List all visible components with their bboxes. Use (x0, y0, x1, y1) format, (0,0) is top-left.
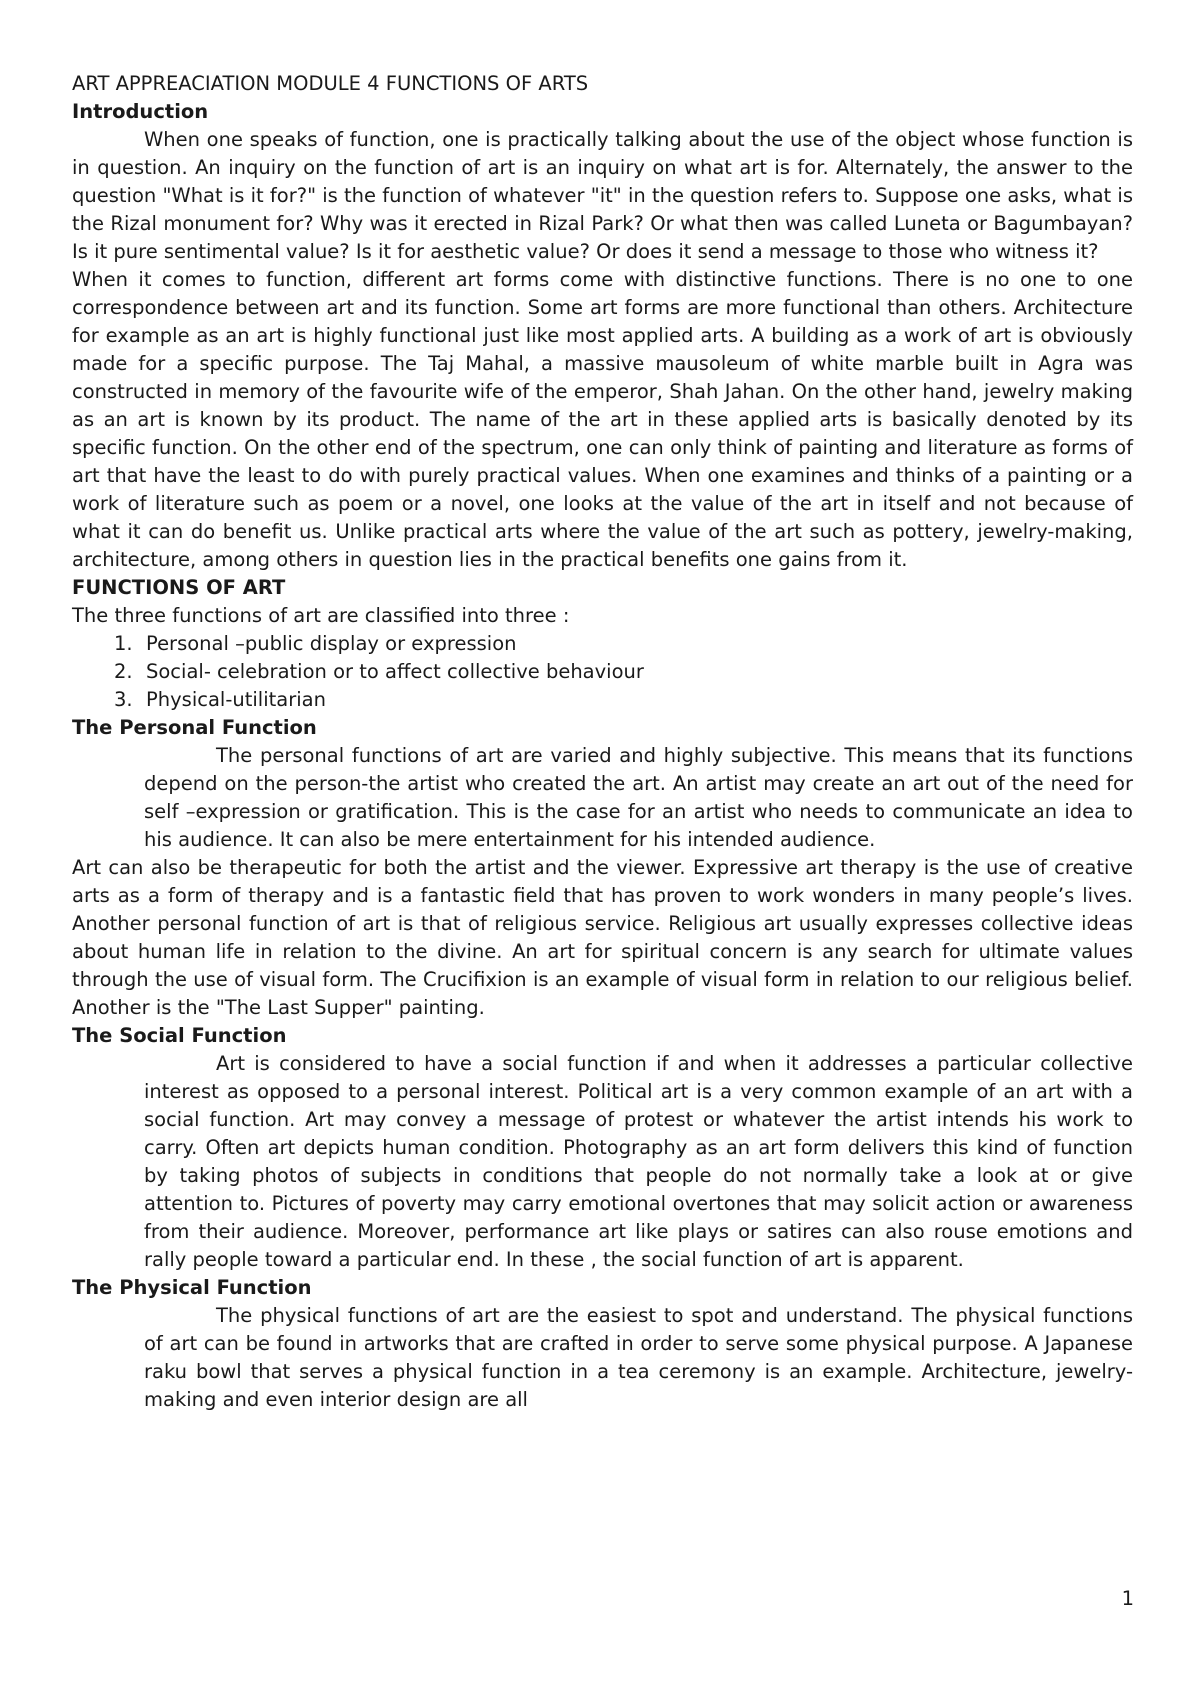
list-item (72, 658, 1133, 686)
heading-introduction: Introduction (72, 100, 209, 123)
heading-functions-of-art: FUNCTIONS OF ART (72, 576, 286, 599)
list-number: 1. (114, 632, 133, 655)
physical-paragraph-1: The physical functions of art are the easiest to spot and understand. The physical functions of art can be found in artworks that are crafted in order to serve some physical purpose. A Japanese raku bowl that serves a physical function in a tea ceremony is an example. Architecture, jewelry-making and even interior design are all (144, 1304, 1133, 1411)
personal-paragraph-1: The personal functions of art are varied and highly subjective. This means that its functions depend on the person-the artist who created the art. An artist may create an art out of the need for self –expression or gratification. This is the case for an artist who needs to communicate an idea to his audience. It can also be mere entertainment for his intended audience. (144, 744, 1133, 851)
list-item (72, 686, 1133, 714)
personal-paragraph-2: Art can also be therapeutic for both the artist and the viewer. Expressive art therapy is the use of creative arts as a form of therapy and is a fantastic field that has proven to work wonders in many people’s lives. Another personal function of art is that of religious service. Religious art usually expresses collective ideas about human life in relation to the divine. An art for spiritual concern is any search for ultimate values through the use of visual form. The Crucifixion is an example of visual form in relation to our religious belief. Another is the "The Last Supper" painting. (72, 856, 1133, 1019)
list-item-text: Physical-utilitarian (146, 688, 326, 711)
heading-physical-function: The Physical Function (72, 1276, 312, 1299)
list-number: 3. (114, 688, 133, 711)
heading-social-function: The Social Function (72, 1024, 287, 1047)
list-item (72, 630, 1133, 658)
intro-paragraph-2: When it comes to function, different art forms come with distinctive functions. There is no one to one correspondence between art and its function. Some art forms are more functional than others. Architecture for example as an art is highly functional just like most applied arts. A building as a work of art is obviously made for a specific purpose. The Taj Mahal, a massive mausoleum of white marble built in Agra was constructed in memory of the favourite wife of the emperor, Shah Jahan. On the other hand, jewelry making as an art is known by its product. The name of the art in these applied arts is basically denoted by its specific function. On the other end of the spectrum, one can only think of painting and literature as forms of art that have the least to do with purely practical values. When one examines and thinks of a painting or a work of literature such as poem or a novel, one looks at the value of the art in itself and not because of what it can do benefit us. Unlike practical arts where the value of the art such as pottery, jewelry-making, architecture, among others in question lies in the practical benefits one gains from it. (72, 268, 1133, 571)
functions-list (72, 630, 1133, 714)
intro-paragraph-1: When one speaks of function, one is practically talking about the use of the object whose function is in question. An inquiry on the function of art is an inquiry on what art is for. Alternately, the answer to the question "What is it for?" is the function of whatever "it" in the question refers to. Suppose one asks, what is the Rizal monument for? Why was it erected in Rizal Park? Or what then was called Luneta or Bagumbayan? Is it pure sentimental value? Is it for aesthetic value? Or does it send a message to those who witness it? (72, 128, 1133, 263)
functions-intro: The three functions of art are classified into three : (72, 604, 570, 627)
document-page (72, 70, 1133, 1414)
list-item-text: Personal –public display or expression (146, 632, 517, 655)
social-paragraph-1: Art is considered to have a social function if and when it addresses a particular collective interest as opposed to a personal interest. Political art is a very common example of an art with a social function. Art may convey a message of protest or whatever the artist intends his work to carry. Often art depicts human condition. Photography as an art form delivers this kind of function by taking photos of subjects in conditions that people do not normally take a look at or give attention to. Pictures of poverty may carry emotional overtones that may solicit action or awareness from their audience. Moreover, performance art like plays or satires can also rouse emotions and rally people toward a particular end. In these , the social function of art is apparent. (144, 1052, 1133, 1271)
heading-personal-function: The Personal Function (72, 716, 317, 739)
list-number: 2. (114, 660, 133, 683)
page-number: 1 (1121, 1587, 1134, 1610)
list-item-text: Social- celebration or to affect collective behaviour (146, 660, 644, 683)
document-title: ART APPREACIATION MODULE 4 FUNCTIONS OF ARTS (72, 72, 589, 95)
